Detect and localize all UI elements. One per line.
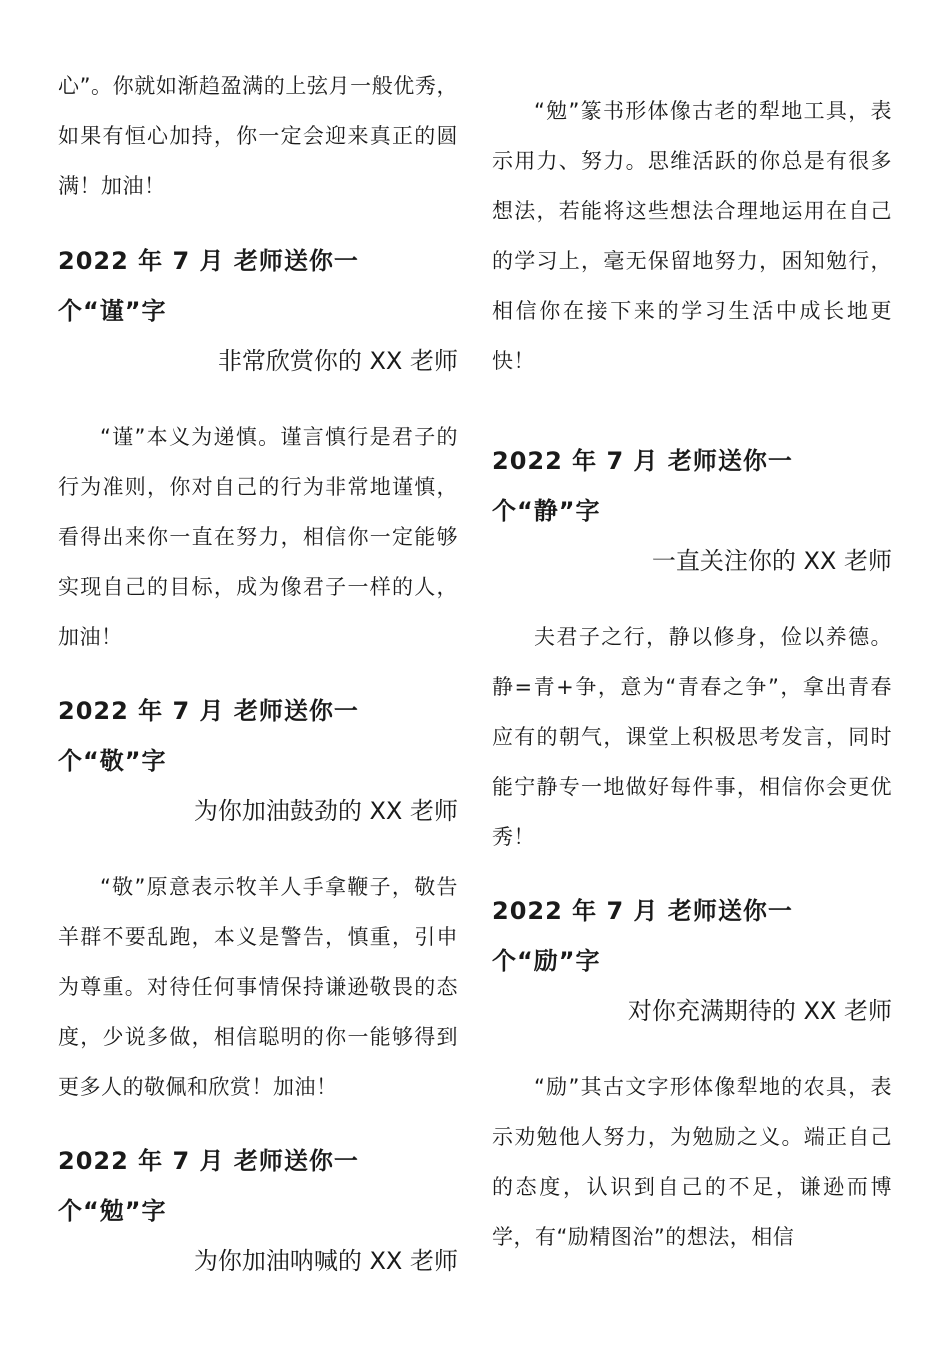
- body-paragraph-mian: “勉”篆书形体像古老的犁地工具，表示用力、努力。思维活跃的你总是有很多想法，若能将这些想法合理地运用在自己的学习上，毫无保留地努力，困知勉行，相信你在接下来的学习生活中成长地更快！: [492, 99, 892, 373]
- section-heading-jin: 2022 年 7 月 老师送你一个“谨”字: [58, 247, 359, 325]
- body-paragraph-li: “励”其古文字形体像犁地的农具，表示劝勉他人努力，为勉励之义。端正自己的态度，认识到自己的不足，谦逊而博学，有“励精图治”的想法，相信: [492, 1075, 892, 1249]
- intro-paragraph: 心”。你就如渐趋盈满的上弦月一般优秀，如果有恒心加持，你一定会迎来真正的圆满！加油！: [58, 74, 458, 198]
- body-paragraph-jing-respect: “敬”原意表示牧羊人手拿鞭子，敬告羊群不要乱跑，本义是警告，慎重，引申为尊重。对待任何事情保持谦逊敬畏的态度，少说多做，相信聪明的你一能够得到更多人的敬佩和欣赏！加油！: [58, 875, 458, 1099]
- body-paragraph-jing-calm: 夫君子之行，静以修身，俭以养德。静=青+争，意为“青春之争”，拿出青春应有的朝气，课堂上积极思考发言，同时能宁静专一地做好每件事，相信你会更优秀！: [492, 625, 892, 849]
- body-paragraph-jin: “谨”本义为递慎。谨言慎行是君子的行为准则，你对自己的行为非常地谨慎，看得出来你一直在努力，相信你一定能够实现自己的目标，成为像君子一样的人，加油！: [58, 425, 458, 649]
- section-heading-li: 2022 年 7 月 老师送你一个“励”字: [492, 897, 793, 975]
- section-heading-jing-calm: 2022 年 7 月 老师送你一个“静”字: [492, 447, 793, 525]
- section-heading-mian: 2022 年 7 月 老师送你一个“勉”字: [58, 1147, 359, 1225]
- signature-jing-respect: 为你加油鼓劲的 XX 老师: [193, 797, 458, 825]
- signature-mian: 为你加油呐喊的 XX 老师: [193, 1247, 458, 1275]
- signature-jin: 非常欣赏你的 XX 老师: [217, 347, 458, 375]
- signature-li: 对你充满期待的 XX 老师: [627, 997, 892, 1025]
- section-heading-jing-respect: 2022 年 7 月 老师送你一个“敬”字: [58, 697, 359, 775]
- signature-jing-calm: 一直关注你的 XX 老师: [651, 547, 892, 575]
